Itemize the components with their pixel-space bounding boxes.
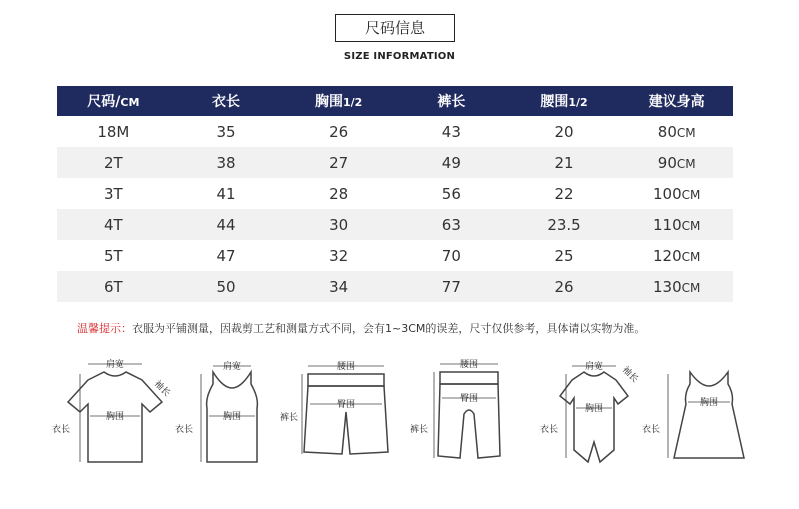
- chest-label: 胸围: [699, 398, 719, 408]
- shoulder-label: 肩宽: [584, 362, 604, 372]
- shoulder-label: 肩宽: [222, 362, 242, 372]
- hip-label: 臀围: [459, 394, 479, 404]
- shoulder-label: 肩宽: [105, 360, 125, 370]
- chest-label: 胸围: [222, 412, 242, 422]
- tip-text: 衣服为平铺测量，因裁剪工艺和测量方式不同，会有1~3CM的误差，尺寸仅供参考，具体请以实物为准。: [132, 322, 646, 335]
- hip-label: 臀围: [336, 400, 356, 410]
- tip-label: 温馨提示：: [77, 322, 132, 335]
- table-row: 5T 47 32 70 25 120CM: [103, 246, 701, 265]
- sleeve-label: 袖长: [151, 379, 172, 399]
- header-waist: 腰围1/2: [540, 94, 588, 110]
- sleeve-label: 袖长: [619, 365, 640, 385]
- table-row: 2T 38 27 49 21 90CM: [57, 147, 733, 178]
- chest-label: 胸围: [584, 404, 604, 414]
- table-row: 3T 41 28 56 22 100CM: [103, 184, 701, 203]
- romper-diagram: [530, 350, 650, 480]
- size-table: [57, 86, 733, 302]
- header-height: 建议身高: [648, 94, 705, 110]
- waist-label: 腰围: [459, 360, 479, 370]
- measurement-diagrams: [40, 350, 760, 500]
- table-body: [57, 116, 733, 302]
- pants-diagram: [408, 350, 518, 480]
- length-label: 衣长: [642, 425, 661, 435]
- chest-label: 胸围: [105, 412, 125, 422]
- shorts-diagram: [280, 350, 400, 480]
- tank-top-diagram: [175, 350, 275, 480]
- section-title: 尺码信息: [335, 14, 455, 42]
- header-chest: 胸围1/2: [315, 94, 363, 110]
- dress-diagram: [640, 350, 760, 480]
- table-row: 6T 50 34 77 26 130CM: [57, 271, 733, 302]
- table-header: [57, 86, 733, 116]
- waist-label: 腰围: [336, 362, 356, 372]
- pants-length-label: 裤长: [280, 413, 299, 423]
- table-row: 18M 35 26 43 20 80CM: [97, 122, 696, 141]
- length-label: 衣长: [52, 425, 71, 435]
- pants-length-label: 裤长: [410, 425, 429, 435]
- length-label: 衣长: [175, 425, 194, 435]
- measurement-tip: [77, 320, 645, 336]
- section-subtitle: SIZE INFORMATION: [343, 51, 456, 62]
- table-row: 4T 44 30 63 23.5 110CM: [57, 209, 733, 240]
- header-length: 衣长: [212, 94, 240, 110]
- length-label: 衣长: [540, 425, 559, 435]
- header-size: 尺码/CM: [87, 94, 140, 110]
- header-pants-length: 裤长: [437, 94, 466, 110]
- tshirt-diagram: [50, 350, 180, 480]
